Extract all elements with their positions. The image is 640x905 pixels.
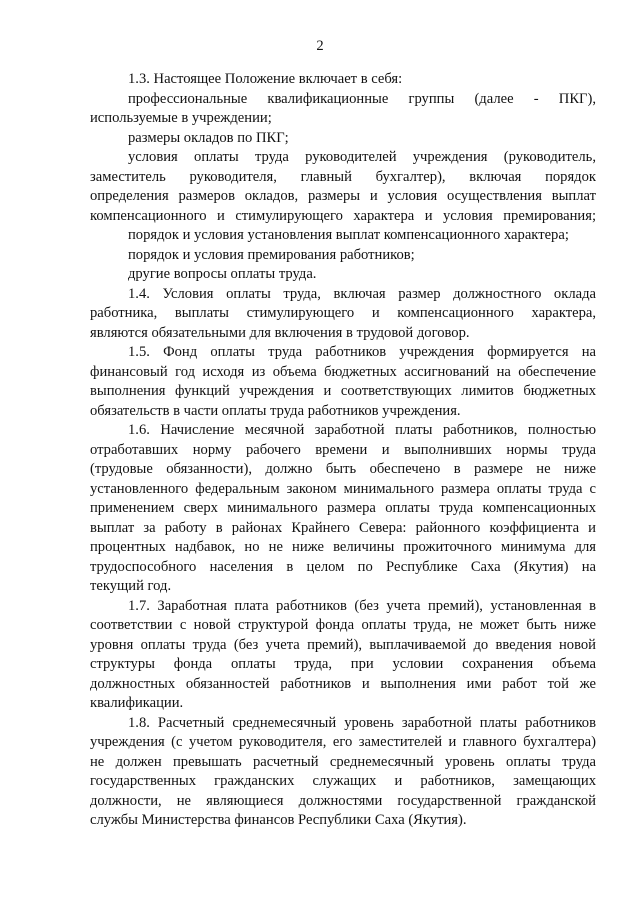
text-line: 1.4. Условия оплаты труда, включая размер должностного оклада bbox=[128, 285, 596, 302]
document-body bbox=[90, 70, 596, 831]
text-line: компенсационного и стимулирующего характера и условия премирования; bbox=[90, 207, 596, 224]
text-line: службы Министерства финансов Республики Саха (Якутия). bbox=[90, 812, 467, 828]
text-line: определения размеров окладов, размеры и условия осуществления выплат bbox=[90, 188, 596, 204]
text-line: не должен превышать расчетный среднемесячный уровень оплаты труда bbox=[90, 753, 596, 770]
text-line: выплат за работу в районах Крайнего Севера: районного коэффициента и bbox=[90, 519, 596, 536]
text-line: 1.5. Фонд оплаты труда работников учреждения формируется на bbox=[128, 344, 596, 360]
text-line: государственных гражданских служащих и работников, замещающих bbox=[90, 773, 596, 789]
text-line: порядок и условия установления выплат компенсационного характера; bbox=[128, 227, 569, 243]
text-line: соответствии с новой структурой фонда оплаты труда, не может быть ниже bbox=[90, 617, 596, 633]
text-line: размеры окладов по ПКГ; bbox=[128, 129, 289, 146]
text-line: заместитель руководителя, главный бухгалтер), включая порядок bbox=[90, 168, 596, 185]
text-line: отработавших норму рабочего времени и выполнивших нормы труда bbox=[90, 441, 596, 458]
text-line: работника, выплаты стимулирующего и компенсационного характера, bbox=[90, 305, 596, 321]
text-line: 1.7. Заработная плата работников (без учета премий), установленная в bbox=[128, 597, 596, 614]
text-line: (трудовые обязанности), должно быть обеспечено в размере не ниже bbox=[90, 461, 596, 477]
text-line: 1.8. Расчетный среднемесячный уровень заработной платы работников bbox=[128, 714, 596, 731]
text-line: квалификации. bbox=[90, 695, 184, 711]
text-line: должностных обязанностей работников и выполнения ими работ той же bbox=[90, 675, 596, 692]
text-line: обязательств в части оплаты труда работников учреждения. bbox=[90, 402, 461, 419]
text-line: условия оплаты труда руководителей учреждения (руководитель, bbox=[128, 149, 596, 165]
text-line: выполнения функций учреждения и соответствующих лимитов бюджетных bbox=[90, 383, 596, 399]
text-line: являются обязательными для включения в трудовой договор. bbox=[90, 324, 470, 341]
text-line: порядок и условия премирования работников; bbox=[128, 246, 415, 263]
text-line: трудоспособного населения в целом по Республике Саха (Якутия) на bbox=[90, 558, 596, 575]
text-line: текущий год. bbox=[90, 578, 172, 594]
text-line: 1.6. Начисление месячной заработной платы работников, полностью bbox=[128, 422, 596, 438]
text-line: учреждения (с учетом руководителя, его заместителей и главного бухгалтера) bbox=[90, 734, 596, 750]
text-line: 1.3. Настоящее Положение включает в себя: bbox=[128, 71, 403, 87]
page-number: 2 bbox=[316, 38, 324, 54]
text-line: уровня оплаты труда (без учета премий), выплачиваемой до введения новой bbox=[90, 636, 596, 653]
text-line: должности, не являющиеся должностями государственной гражданской bbox=[90, 792, 596, 809]
text-line: структуры фонда оплаты труда, при условии сохранения объема bbox=[90, 656, 596, 672]
text-line: используемые в учреждении; bbox=[90, 110, 272, 126]
text-line: установленного федеральным законом минимального размера оплаты труда с bbox=[90, 480, 596, 497]
text-line: финансовый год исходя из объема бюджетных ассигнований на обеспечение bbox=[90, 363, 596, 380]
text-line: процентных надбавок, но не ниже величины прожиточного минимума для bbox=[90, 539, 596, 555]
text-line: профессиональные квалификационные группы (далее - ПКГ), bbox=[128, 90, 596, 107]
text-line: применением сверх минимального размера оплаты труда компенсационных bbox=[90, 500, 596, 516]
text-line: другие вопросы оплаты труда. bbox=[128, 266, 317, 282]
